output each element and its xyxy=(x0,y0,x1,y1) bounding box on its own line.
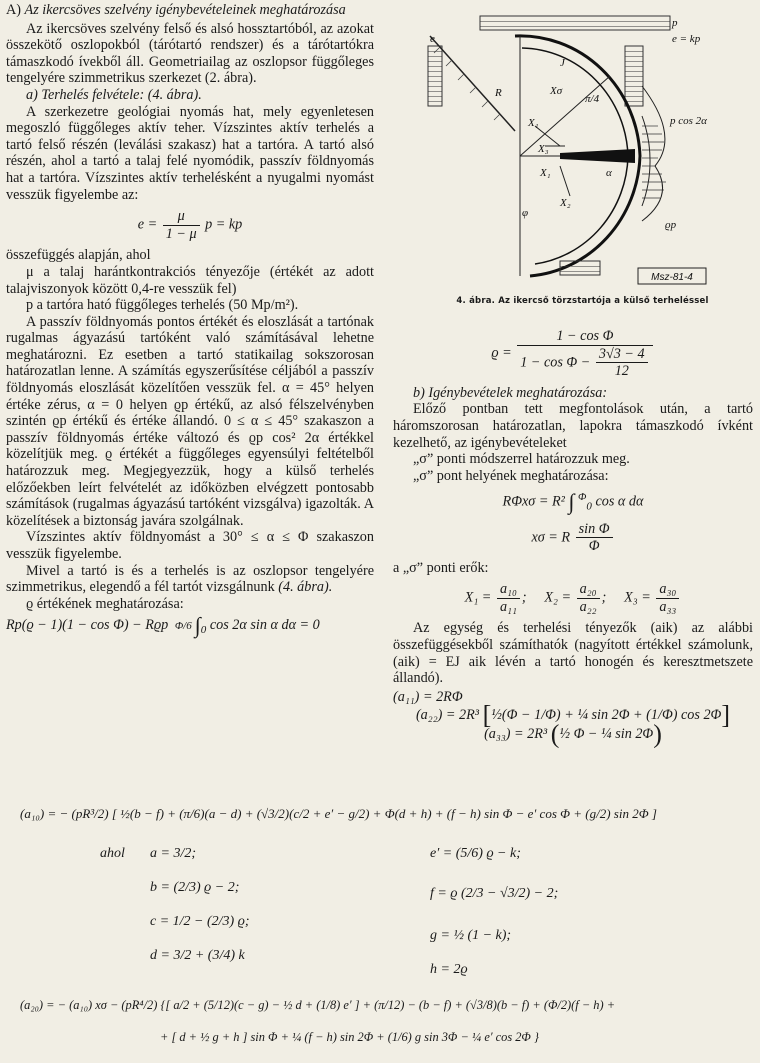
eq4-num: sin Φ xyxy=(576,521,613,539)
equation-xs xyxy=(393,521,753,555)
integral-limits xyxy=(172,618,195,635)
force-arrows xyxy=(535,126,570,196)
integral-lower: 0 xyxy=(200,624,207,637)
label-x1-bot: X₁ xyxy=(540,167,551,179)
x2-den: a₂₂ xyxy=(579,598,597,615)
def-f: f = ϱ (2/3 − √3/2) − 2; xyxy=(430,886,559,901)
equation-e xyxy=(6,208,374,242)
equation-a11: (a₁₁) = 2RΦ xyxy=(393,688,463,705)
x3-frac xyxy=(656,581,679,615)
b-paragraph-3: „σ” pont helyének meghatározása: xyxy=(413,467,609,484)
a22-lhs: (a₂₂) = 2R³ xyxy=(415,707,480,724)
top-load-bar xyxy=(480,16,670,30)
x3-den: a₃₃ xyxy=(659,598,677,615)
label-e-right: e = kp xyxy=(672,33,701,45)
equation-a10: (a₁₀) = − (pR³/2) [ ½(b − f) + (π/6)(a − d) + (√3/2)(c/2 + e′ − g/2) + Φ(d + h) + (f − h) sin Φ − e′ cos Φ + (g/2) sin 2Φ ] xyxy=(20,806,657,821)
label-J: J xyxy=(560,57,565,69)
forces-label: a „σ” ponti erők: xyxy=(393,559,489,576)
rho-den xyxy=(517,346,652,380)
left-column xyxy=(6,2,374,644)
rho-den-den: 12 xyxy=(614,363,629,380)
wedge xyxy=(560,149,635,163)
pcos-curve xyxy=(642,86,665,221)
x2-num: a₂₀ xyxy=(577,581,600,599)
equation-a20-line1: (a₂₀) = − (a₁₀) xσ − (pR⁴/2) {[ a/2 + (5/12)(c − g) − ½ d + (1/8) e′ ] + (π/12) − (b − f) + (√3/8)(b − f) + (Φ/2)(f − h) + xyxy=(20,998,616,1012)
def-d: d = 3/2 + (3/4) k xyxy=(150,948,245,963)
equation-rho xyxy=(6,612,374,638)
eq3-rhs: cos α dα xyxy=(595,494,644,511)
equation-forces xyxy=(393,581,753,615)
x1-num: a₁₀ xyxy=(497,581,520,599)
rho-lhs: ϱ = xyxy=(491,345,512,362)
integral-sign: ∫ xyxy=(194,612,201,638)
integral-sign-2: ∫ xyxy=(568,489,575,515)
unit-paragraph: Az egység és terhelési tényezők (aik) az alábbi összefüggésekből számíthatók (nagyított értékkel számolunk, (aik) = EJ aik lévén a tartó honogén és keresztmetszete állandó). xyxy=(393,620,753,687)
label-x1-top: X₁ xyxy=(528,117,539,129)
label-x3: X₃ xyxy=(538,143,549,155)
sep-1: ; xyxy=(521,589,527,606)
label-phi: φ xyxy=(522,207,529,219)
bracket-open: [ xyxy=(482,700,492,730)
eq3-lhs: RΦxσ = R² xyxy=(502,494,565,511)
b-title xyxy=(393,385,753,402)
equation-rho-value xyxy=(393,328,753,380)
eq-e-den: 1 − μ xyxy=(165,225,197,242)
eq4-lhs: xσ = R xyxy=(531,528,571,545)
section-title-text: Az ikercsöves szelvény igénybevételeinek meghatározása xyxy=(24,2,346,18)
paragraph-1: Az ikercsöves szelvény felső és alsó hossztartóból, az azokat összekötő oszlopokból (tárótartó rendszer) és a tárótartókra támaszkodó ívekből áll. Geometriailag az oszlopsor függőleges tengelyére szimmetrikus szerkezet (2. ábra). xyxy=(6,20,374,87)
stamp-text: Msz-81-4 xyxy=(651,272,693,283)
bottom-load-bar xyxy=(560,261,600,275)
label-pcos: p cos 2α xyxy=(670,115,707,127)
x1-frac xyxy=(497,581,520,615)
right-column xyxy=(393,323,753,749)
label-alpha: α xyxy=(606,167,612,179)
paragraph-6: p a tartóra ható függőleges terhelés (50 Mp/m²). xyxy=(26,297,299,314)
integral-upper-2: Φ xyxy=(578,491,587,504)
paragraph-9-text: Mivel a tartó is és a terhelés is az oszlopsor tengelyére szimmetrikus, elegendő a fél tartót vizsgálnunk xyxy=(6,562,374,596)
figure-ref: (4. ábra). xyxy=(147,86,202,103)
paragraph-4: összefüggés alapján, ahol xyxy=(6,247,151,264)
label-e-left: e xyxy=(430,33,435,45)
radius-pi4 xyxy=(520,76,610,156)
figure-ref-2: (4. ábra). xyxy=(278,579,333,596)
x2-lhs: X₂ = xyxy=(544,589,572,606)
paragraph-2 xyxy=(6,87,374,104)
paragraph-5: μ a talaj harántkontrakciós tényezője (értékét az adott talajviszonyok között 0,4-re vesszük fel) xyxy=(6,263,374,297)
label-pi4: π/4 xyxy=(585,93,600,105)
rho-fraction xyxy=(517,328,652,380)
integral-upper: Φ/6 xyxy=(174,619,192,632)
b-paragraph-1: Előző pontban tett megfontolások után, a tartó háromszorosan határozatlan, lapokra támaszkodó ívként kezelhető, az igénybevételeket xyxy=(393,401,753,451)
x1-lhs: X₁ = xyxy=(464,589,492,606)
label-R: R xyxy=(495,87,502,99)
eq4-den: Φ xyxy=(588,538,600,555)
eq-rho-lhs: Rp(ϱ − 1)(1 − cos Φ) − Rϱp xyxy=(6,617,169,634)
eq-e-lhs: e = xyxy=(137,216,158,233)
ground-hatch xyxy=(434,47,500,120)
paren-close: ) xyxy=(653,719,662,749)
eq-e-num: μ xyxy=(163,208,200,226)
figure-caption: 4. ábra. Az ikercső törzstartója a külső terheléssel xyxy=(456,296,709,306)
section-title xyxy=(6,2,374,19)
a33-lhs: (a₃₃) = 2R³ xyxy=(484,726,548,743)
label-x2: X₂ xyxy=(560,197,571,209)
eq-rho-rhs: cos 2α sin α dα = 0 xyxy=(209,617,320,634)
equation-a22 xyxy=(393,700,753,730)
equation-a33 xyxy=(393,719,753,749)
rho-den-frac xyxy=(596,346,648,380)
b-title-text: b) Igénybevételek meghatározása: xyxy=(413,384,608,401)
x1-den: a₁₁ xyxy=(499,598,517,615)
figure-4-diagram xyxy=(410,6,755,306)
def-g: g = ½ (1 − k); xyxy=(430,928,512,943)
rho-den-num: 3√3 − 4 xyxy=(596,346,648,364)
paragraph-9 xyxy=(6,563,374,596)
left-load-bar xyxy=(428,46,442,106)
equation-a20-line2: + [ d + ½ g + h ] sin Φ + ¼ (f − h) sin 2Φ + (1/6) g sin 3Φ − ¼ e′ cos 2Φ } xyxy=(160,1030,539,1044)
eq-e-fraction xyxy=(163,208,200,242)
def-c: c = 1/2 − (2/3) ϱ; xyxy=(150,914,250,929)
paragraph-7: A passzív földnyomás pontos értékét és eloszlását a tartónak rugalmas ágyazású tartóként való számításával lehetne meghatározni. Ez esetben a tartó statikailag sokszorosan határozatlan lenne. A számítás egyszerűsítése céljából a passzív földnyomás eloszlását közelítően vesszük fel. α = 45° helyen értéke zérus, α = 0 helyen ϱp értékű, az alsó félszelvényben szintén ϱp értékű és értéke állandó. 0 ≤ α ≤ 45° szakaszon a passzív földnyomás értéke változó és ϱp cos² 2α értékkel közelítjük meg. ϱ értékét a függőleges egyensúlyi feltételből határozzuk meg. Megjegyezzük, hogy a külső terhelés előzőekben leírt felvételét az időközben elvégzett pontosabb számítások (rugalmas ágyazású tartóként vizsgálva) igazolták. A közelítések a biztonság javára szolgálnak. xyxy=(6,313,374,529)
a33-rhs: ½ Φ − ¼ sin 2Φ xyxy=(559,726,654,743)
rho-den-a: 1 − cos Φ − xyxy=(520,353,591,370)
eq4-frac xyxy=(576,521,613,555)
def-e: e′ = (5/6) ϱ − k; xyxy=(430,846,521,861)
sep-2: ; xyxy=(601,589,607,606)
bracket-close: ] xyxy=(721,700,731,730)
paragraph-3: A szerkezetre geológiai nyomás hat, mely egyenletesen megoszló függőleges aktív teher. Vízszintes aktív terhelés a tartó felső részén (leválási szakasz) hat a tartóra. A tartó alsó részén, ahol a tartó a talaj felé nyomódik, passzív földnyomás hat a tartóra. Vízszintes aktív terhelésként a nyugalmi nyomást vesszük figyelembe az: xyxy=(6,103,374,203)
label-p-top: p xyxy=(672,17,678,29)
paren-open: ( xyxy=(550,719,560,749)
def-b: b = (2/3) ϱ − 2; xyxy=(150,880,240,895)
b-paragraph-2: „σ” ponti módszerrel határozzuk meg. xyxy=(413,451,630,468)
label-rho-p: ϱp xyxy=(665,219,677,231)
x2-frac xyxy=(577,581,600,615)
x3-num: a₃₀ xyxy=(656,581,679,599)
x3-lhs: X₃ = xyxy=(624,589,651,606)
eq-e-rhs: p = kp xyxy=(205,216,243,233)
a22-rhs: ½(Φ − 1/Φ) + ¼ sin 2Φ + (1/Φ) cos 2Φ xyxy=(491,707,722,724)
paragraph-10: ϱ értékének meghatározása: xyxy=(26,595,184,612)
section-number: A) xyxy=(6,2,21,18)
ahol-label: ahol xyxy=(100,846,125,861)
right-load-bar xyxy=(625,46,643,106)
equation-xs-def xyxy=(393,489,753,515)
passive-arc xyxy=(642,116,650,206)
rho-num: 1 − cos Φ xyxy=(517,328,652,346)
integral-lower-2: 0 xyxy=(586,500,592,513)
def-a: a = 3/2; xyxy=(150,846,196,861)
ground-line xyxy=(430,36,515,131)
load-label: a) Terhelés felvétele: xyxy=(26,86,145,103)
label-xs: Xσ xyxy=(550,85,563,97)
paragraph-8: Vízszintes aktív földnyomást a 30° ≤ α ≤ Φ szakaszon vesszük figyelembe. xyxy=(6,529,374,562)
def-h: h = 2ϱ xyxy=(430,962,468,977)
